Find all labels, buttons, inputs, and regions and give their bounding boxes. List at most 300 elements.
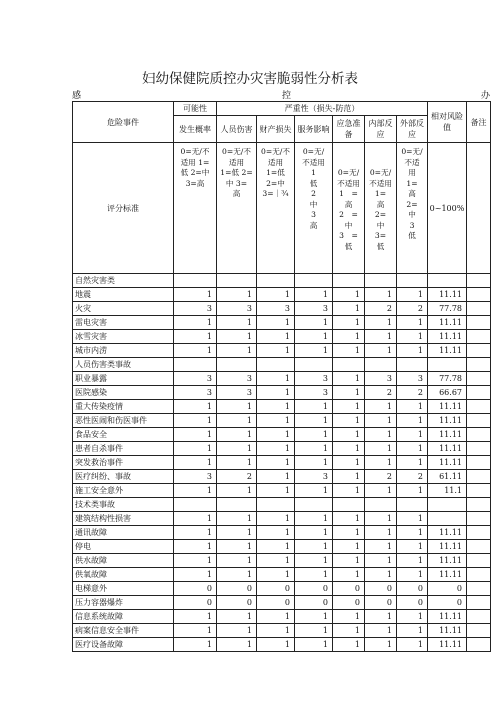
table-row xyxy=(73,400,491,414)
header-col: 应急准备 xyxy=(333,116,365,143)
score-cell: 1 xyxy=(174,610,217,624)
score-cell: 1 xyxy=(333,484,365,498)
event-name: 突发救治事件 xyxy=(73,456,174,470)
score-cell: 2 xyxy=(365,386,397,400)
empty-cell xyxy=(467,498,491,512)
header-col: 发生概率 xyxy=(174,116,217,143)
score-cell: 1 xyxy=(174,400,217,414)
score-cell: 1 xyxy=(333,330,365,344)
table-row xyxy=(73,610,491,624)
score-cell: 1 xyxy=(174,414,217,428)
score-cell: 0 xyxy=(174,582,217,596)
event-name: 供水故障 xyxy=(73,554,174,568)
header-severity: 严重性（损失-防范） xyxy=(217,102,428,116)
risk-cell: 77.78 xyxy=(428,302,467,316)
criteria-cell: 0=无/ 不适 用 1= 高 2= 中 3 低 xyxy=(397,143,428,274)
score-cell: 1 xyxy=(295,330,333,344)
score-cell: 1 xyxy=(174,316,217,330)
score-cell: 1 xyxy=(174,288,217,302)
remark-cell xyxy=(467,470,491,484)
score-cell: 0 xyxy=(295,582,333,596)
score-cell: 1 xyxy=(295,288,333,302)
score-cell: 1 xyxy=(295,568,333,582)
score-cell: 1 xyxy=(397,554,428,568)
score-cell: 1 xyxy=(217,330,257,344)
table-row xyxy=(73,344,491,358)
category-row xyxy=(73,358,491,372)
remark-cell xyxy=(467,512,491,526)
score-cell: 1 xyxy=(257,484,295,498)
risk-cell: 11.11 xyxy=(428,414,467,428)
score-cell: 0 xyxy=(174,596,217,610)
score-cell: 1 xyxy=(397,484,428,498)
remark-cell xyxy=(467,400,491,414)
score-cell: 0 xyxy=(397,582,428,596)
empty-cell xyxy=(397,274,428,288)
remark-cell xyxy=(467,288,491,302)
remark-cell xyxy=(467,554,491,568)
score-cell: 1 xyxy=(365,456,397,470)
score-cell: 1 xyxy=(365,414,397,428)
score-cell: 1 xyxy=(333,344,365,358)
criteria-cell: 0=无/不 适用 1=低 2= 中 3= 高 xyxy=(217,143,257,274)
score-cell: 1 xyxy=(257,288,295,302)
empty-cell xyxy=(217,274,257,288)
empty-cell xyxy=(174,358,217,372)
remark-cell xyxy=(467,442,491,456)
score-cell: 1 xyxy=(397,638,428,652)
score-cell: 1 xyxy=(295,512,333,526)
table-row xyxy=(73,442,491,456)
table-row xyxy=(73,414,491,428)
score-cell: 1 xyxy=(295,428,333,442)
score-cell: 1 xyxy=(174,624,217,638)
score-cell: 1 xyxy=(295,442,333,456)
event-name: 恶性医闹和伤医事件 xyxy=(73,414,174,428)
table-row xyxy=(73,554,491,568)
headline-center: 控 xyxy=(282,91,292,101)
score-cell: 1 xyxy=(365,526,397,540)
score-cell: 1 xyxy=(295,638,333,652)
score-cell: 1 xyxy=(217,288,257,302)
score-cell: 1 xyxy=(295,344,333,358)
table-row xyxy=(73,456,491,470)
score-cell: 1 xyxy=(397,400,428,414)
score-cell: 0 xyxy=(217,582,257,596)
event-name: 建筑结构性损害 xyxy=(73,512,174,526)
score-cell: 1 xyxy=(397,456,428,470)
headline-left: 感 xyxy=(72,91,82,101)
score-cell: 1 xyxy=(257,568,295,582)
table-row xyxy=(73,288,491,302)
score-cell: 1 xyxy=(333,624,365,638)
score-cell: 2 xyxy=(365,470,397,484)
table-row xyxy=(73,316,491,330)
risk-cell: 0 xyxy=(428,596,467,610)
event-name: 重大传染疫情 xyxy=(73,400,174,414)
remark-cell xyxy=(467,344,491,358)
remark-cell xyxy=(467,582,491,596)
score-cell: 1 xyxy=(397,540,428,554)
score-cell: 0 xyxy=(257,596,295,610)
empty-cell xyxy=(217,358,257,372)
table-row xyxy=(73,568,491,582)
risk-cell: 11.1 xyxy=(428,484,467,498)
empty-cell xyxy=(467,274,491,288)
category-label: 自然灾害类 xyxy=(73,274,174,288)
score-cell: 0 xyxy=(365,582,397,596)
score-cell: 1 xyxy=(174,554,217,568)
score-cell: 1 xyxy=(257,386,295,400)
header-col: 财产损失 xyxy=(257,116,295,143)
score-cell: 1 xyxy=(397,568,428,582)
score-cell: 1 xyxy=(397,512,428,526)
score-cell: 1 xyxy=(333,540,365,554)
event-name: 火灾 xyxy=(73,302,174,316)
empty-cell xyxy=(365,498,397,512)
score-cell: 1 xyxy=(217,484,257,498)
table-row xyxy=(73,512,491,526)
risk-cell: 61.11 xyxy=(428,470,467,484)
table-row xyxy=(73,330,491,344)
risk-cell: 11.11 xyxy=(428,288,467,302)
remark-cell xyxy=(467,484,491,498)
score-cell: 1 xyxy=(365,638,397,652)
table-row xyxy=(73,470,491,484)
empty-cell xyxy=(174,274,217,288)
header-remark: 备注 xyxy=(467,102,491,143)
criteria-label: 评分标准 xyxy=(73,143,174,274)
event-name: 食品安全 xyxy=(73,428,174,442)
risk-cell xyxy=(428,512,467,526)
table-row xyxy=(73,386,491,400)
risk-cell: 11.11 xyxy=(428,442,467,456)
score-cell: 1 xyxy=(174,512,217,526)
score-cell: 1 xyxy=(333,288,365,302)
score-cell: 1 xyxy=(257,456,295,470)
score-cell: 1 xyxy=(295,554,333,568)
score-cell: 1 xyxy=(257,512,295,526)
risk-cell: 11.11 xyxy=(428,344,467,358)
score-cell: 1 xyxy=(217,414,257,428)
empty-cell xyxy=(333,498,365,512)
score-cell: 3 xyxy=(217,302,257,316)
remark-cell xyxy=(467,456,491,470)
score-cell: 1 xyxy=(397,330,428,344)
score-cell: 3 xyxy=(295,302,333,316)
score-cell: 3 xyxy=(257,302,295,316)
event-name: 患者自杀事件 xyxy=(73,442,174,456)
score-cell: 3 xyxy=(174,372,217,386)
page-title: 妇幼保健院质控办灾害脆弱性分析表 xyxy=(142,71,358,87)
header-risk: 相对风险值 xyxy=(428,102,467,143)
risk-cell: 11.11 xyxy=(428,428,467,442)
risk-cell: 11.11 xyxy=(428,526,467,540)
risk-cell: 11.11 xyxy=(428,330,467,344)
risk-cell: 66.67 xyxy=(428,386,467,400)
score-cell: 1 xyxy=(397,428,428,442)
score-cell: 1 xyxy=(257,442,295,456)
score-cell: 1 xyxy=(174,428,217,442)
table-row xyxy=(73,372,491,386)
score-cell: 1 xyxy=(295,540,333,554)
risk-cell: 11.11 xyxy=(428,456,467,470)
risk-cell: 11.11 xyxy=(428,610,467,624)
score-cell: 0 xyxy=(257,582,295,596)
score-cell: 1 xyxy=(333,316,365,330)
event-name: 城市内涝 xyxy=(73,344,174,358)
score-cell: 1 xyxy=(397,316,428,330)
score-cell: 1 xyxy=(217,540,257,554)
remark-cell xyxy=(467,540,491,554)
score-cell: 3 xyxy=(217,372,257,386)
empty-cell xyxy=(217,498,257,512)
score-cell: 1 xyxy=(397,610,428,624)
header-col: 外部反应 xyxy=(397,116,428,143)
score-cell: 1 xyxy=(217,442,257,456)
score-cell: 1 xyxy=(333,414,365,428)
event-name: 通讯故障 xyxy=(73,526,174,540)
score-cell: 1 xyxy=(365,344,397,358)
empty-cell xyxy=(428,498,467,512)
score-cell: 1 xyxy=(365,316,397,330)
header-col: 人员伤害 xyxy=(217,116,257,143)
criteria-cell: 0=无/不 适用 1=低 2=中 3=｜¾ xyxy=(257,143,295,274)
score-cell: 1 xyxy=(397,344,428,358)
score-cell: 1 xyxy=(295,400,333,414)
score-cell: 0 xyxy=(333,596,365,610)
risk-cell: 11.11 xyxy=(428,400,467,414)
score-cell: 1 xyxy=(333,386,365,400)
score-cell: 1 xyxy=(174,442,217,456)
score-cell: 1 xyxy=(257,610,295,624)
empty-cell xyxy=(174,498,217,512)
score-cell: 0 xyxy=(397,596,428,610)
score-cell: 1 xyxy=(365,554,397,568)
score-cell: 0 xyxy=(333,582,365,596)
score-cell: 1 xyxy=(217,428,257,442)
header-possibility: 可能性 xyxy=(174,102,217,116)
score-cell: 1 xyxy=(257,638,295,652)
score-cell: 1 xyxy=(333,372,365,386)
score-cell: 1 xyxy=(333,512,365,526)
score-cell: 1 xyxy=(365,428,397,442)
remark-cell xyxy=(467,386,491,400)
remark-cell xyxy=(467,428,491,442)
score-cell: 1 xyxy=(333,428,365,442)
score-cell: 1 xyxy=(257,316,295,330)
criteria-cell: 0=无/ 不适用 1= 高 2= 中 3= 低 xyxy=(365,143,397,274)
table-row xyxy=(73,302,491,316)
score-cell: 1 xyxy=(397,288,428,302)
score-cell: 1 xyxy=(333,610,365,624)
score-cell: 1 xyxy=(333,526,365,540)
table-row xyxy=(73,484,491,498)
table-row xyxy=(73,526,491,540)
score-cell: 1 xyxy=(217,344,257,358)
score-cell: 1 xyxy=(365,442,397,456)
event-name: 信息系统故障 xyxy=(73,610,174,624)
score-cell: 1 xyxy=(217,610,257,624)
header-event: 危险事件 xyxy=(73,102,174,143)
remark-cell xyxy=(467,372,491,386)
score-cell: 3 xyxy=(217,386,257,400)
score-cell: 1 xyxy=(295,316,333,330)
score-cell: 1 xyxy=(365,624,397,638)
score-cell: 1 xyxy=(217,554,257,568)
score-cell: 3 xyxy=(174,302,217,316)
score-cell: 1 xyxy=(295,610,333,624)
remark-cell xyxy=(467,610,491,624)
event-name: 医院感染 xyxy=(73,386,174,400)
score-cell: 2 xyxy=(397,386,428,400)
score-cell: 1 xyxy=(295,456,333,470)
event-name: 供氧故障 xyxy=(73,568,174,582)
remark-cell xyxy=(467,414,491,428)
table-row xyxy=(73,540,491,554)
score-cell: 0 xyxy=(295,596,333,610)
score-cell: 1 xyxy=(217,512,257,526)
risk-cell: 11.11 xyxy=(428,624,467,638)
risk-cell: 11.11 xyxy=(428,554,467,568)
score-cell: 3 xyxy=(174,386,217,400)
score-cell: 1 xyxy=(257,400,295,414)
category-label: 技术类事故 xyxy=(73,498,174,512)
remark-cell xyxy=(467,596,491,610)
empty-cell xyxy=(397,498,428,512)
score-cell: 1 xyxy=(333,400,365,414)
score-cell: 1 xyxy=(365,610,397,624)
table-row xyxy=(73,596,491,610)
score-cell: 3 xyxy=(295,470,333,484)
table-row xyxy=(73,428,491,442)
remark-cell xyxy=(467,624,491,638)
score-cell: 1 xyxy=(174,344,217,358)
empty-cell xyxy=(257,498,295,512)
event-name: 医疗设备故障 xyxy=(73,638,174,652)
risk-cell: 77.78 xyxy=(428,372,467,386)
remark-cell xyxy=(467,568,491,582)
score-cell: 1 xyxy=(333,456,365,470)
empty-cell xyxy=(295,498,333,512)
headline-right: 办 xyxy=(480,91,490,101)
risk-cell: 11.11 xyxy=(428,568,467,582)
header-col: 内部反应 xyxy=(365,116,397,143)
score-cell: 1 xyxy=(333,470,365,484)
score-cell: 3 xyxy=(397,372,428,386)
score-cell: 1 xyxy=(365,330,397,344)
score-cell: 1 xyxy=(257,624,295,638)
event-name: 压力容器爆炸 xyxy=(73,596,174,610)
risk-cell: 0 xyxy=(428,582,467,596)
event-name: 停电 xyxy=(73,540,174,554)
empty-cell xyxy=(295,358,333,372)
score-cell: 1 xyxy=(217,638,257,652)
empty-cell xyxy=(365,274,397,288)
score-cell: 1 xyxy=(257,540,295,554)
risk-cell: 11.11 xyxy=(428,638,467,652)
remark-cell xyxy=(467,638,491,652)
table-row xyxy=(73,638,491,652)
score-cell: 2 xyxy=(397,302,428,316)
score-cell: 0 xyxy=(365,596,397,610)
score-cell: 1 xyxy=(174,330,217,344)
event-name: 施工安全意外 xyxy=(73,484,174,498)
criteria-remark xyxy=(467,143,491,274)
remark-cell xyxy=(467,302,491,316)
score-cell: 1 xyxy=(174,540,217,554)
score-cell: 1 xyxy=(217,316,257,330)
event-name: 病案信息安全事件 xyxy=(73,624,174,638)
score-cell: 3 xyxy=(174,470,217,484)
score-cell: 1 xyxy=(333,568,365,582)
empty-cell xyxy=(333,358,365,372)
score-cell: 1 xyxy=(174,526,217,540)
score-cell: 1 xyxy=(295,624,333,638)
category-row xyxy=(73,274,491,288)
criteria-cell: 0=无/不 适用 1= 低 2=中 3=高 xyxy=(174,143,217,274)
score-cell: 1 xyxy=(397,414,428,428)
score-cell: 1 xyxy=(217,400,257,414)
department-line xyxy=(72,88,490,101)
event-name: 冰雪灾害 xyxy=(73,330,174,344)
score-cell: 1 xyxy=(217,526,257,540)
remark-cell xyxy=(467,526,491,540)
criteria-cell: 0=无/ 不适用 1 = 高 2 = 中 3 = 低 xyxy=(333,143,365,274)
empty-cell xyxy=(365,358,397,372)
score-cell: 1 xyxy=(397,526,428,540)
score-cell: 1 xyxy=(365,400,397,414)
empty-cell xyxy=(397,358,428,372)
remark-cell xyxy=(467,316,491,330)
score-cell: 1 xyxy=(257,428,295,442)
score-cell: 1 xyxy=(295,414,333,428)
score-cell: 1 xyxy=(217,568,257,582)
empty-cell xyxy=(257,274,295,288)
score-cell: 3 xyxy=(365,372,397,386)
score-cell: 1 xyxy=(295,484,333,498)
empty-cell xyxy=(333,274,365,288)
score-cell: 1 xyxy=(365,484,397,498)
score-cell: 1 xyxy=(397,624,428,638)
risk-cell: 11.11 xyxy=(428,540,467,554)
score-cell: 1 xyxy=(333,554,365,568)
score-cell: 1 xyxy=(397,442,428,456)
score-cell: 1 xyxy=(174,568,217,582)
score-cell: 1 xyxy=(333,302,365,316)
risk-cell: 11.11 xyxy=(428,316,467,330)
score-cell: 1 xyxy=(257,414,295,428)
score-cell: 1 xyxy=(257,526,295,540)
criteria-risk: 0~100% xyxy=(428,143,467,274)
score-cell: 1 xyxy=(257,344,295,358)
criteria-cell: 0=无/ 不适用 1 低 2 中 3 高 xyxy=(295,143,333,274)
remark-cell xyxy=(467,330,491,344)
empty-cell xyxy=(467,358,491,372)
event-name: 雷电灾害 xyxy=(73,316,174,330)
event-name: 医疗纠纷、事故 xyxy=(73,470,174,484)
score-cell: 1 xyxy=(257,554,295,568)
score-cell: 1 xyxy=(174,456,217,470)
score-cell: 2 xyxy=(365,302,397,316)
table-row xyxy=(73,624,491,638)
empty-cell xyxy=(257,358,295,372)
event-name: 职业暴露 xyxy=(73,372,174,386)
score-cell: 1 xyxy=(365,568,397,582)
score-cell: 2 xyxy=(397,470,428,484)
score-cell: 2 xyxy=(217,470,257,484)
header-col: 服务影响 xyxy=(295,116,333,143)
